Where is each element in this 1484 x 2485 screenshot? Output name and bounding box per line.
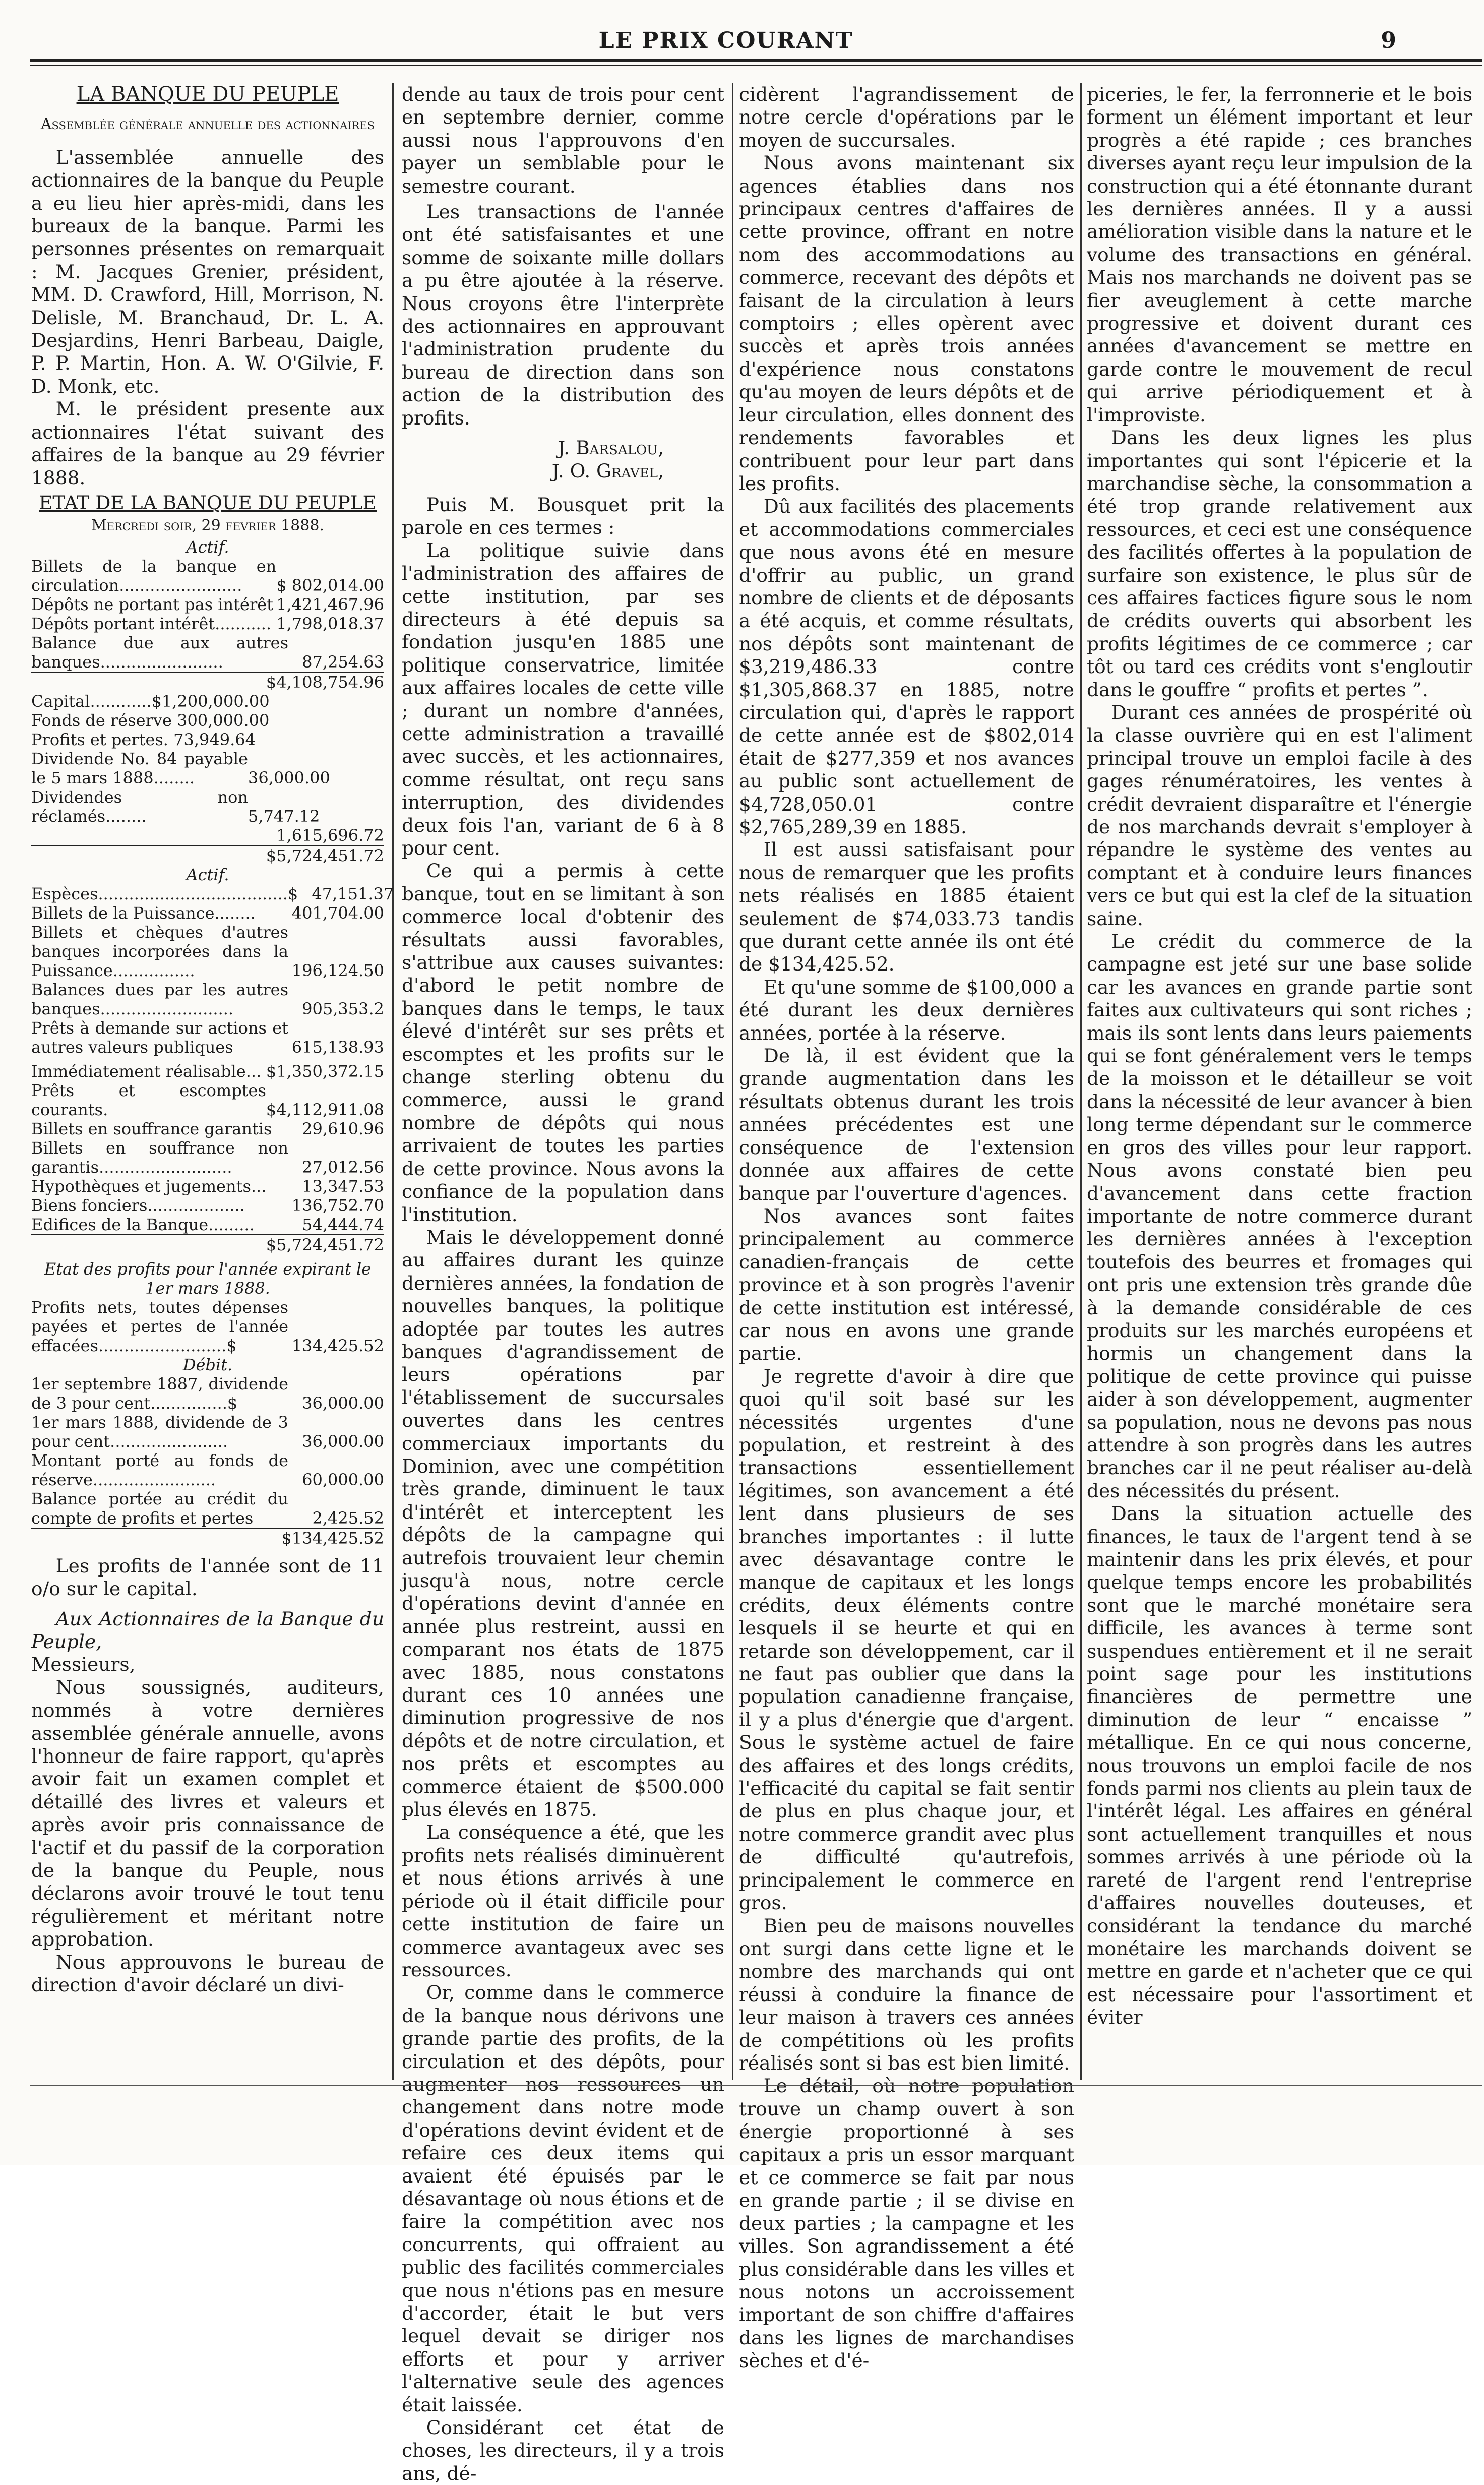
ledger-row: Dépôts ne portant pas intérêt 1,421,467.96 xyxy=(31,594,384,614)
subtotal: $4,108,754.96 xyxy=(31,672,384,692)
ledger-row: Profits et pertes. 73,949.64 xyxy=(31,730,256,749)
ledger-row: Immédiatement réalisable... $1,350,372.15 xyxy=(31,1061,384,1081)
body-paragraph: Je regrette d'avoir à dire que quoi qu'il soit basé sur les nécessités urgentes d'une population, et restreint à des transactions essentiellement légitimes, son avancement a été lent dans plusieurs de ses branches importantes : il lutte avec désavantage contre le manque de capitaux et les longs crédits, deux éléments contre lesquels il se heurte et qui en retarde son développement, car il ne faut pas oublier que dans la population canadienne française, il y a plus d'énergie que d'argent. Sous le système actuel de faire des affaires et des longs crédits, l'efficacité du capital se fait sentir de plus en plus chaque jour, et notre commerce grandit avec plus de difficulté qu'autrefois, principalement le commerce en gros. xyxy=(739,1365,1074,1914)
signature: J. O. Gravel, xyxy=(551,459,664,482)
ledger-row: Capital............$1,200,000.00 xyxy=(31,691,270,711)
ledger-row: Edifices de la Banque......... 54,444.74 xyxy=(31,1215,384,1234)
profits-statement-title: Etat des profits pour l'année expirant le 1er mars 1888. xyxy=(44,1259,372,1298)
ledger-row: Fonds de réserve 300,000.00 xyxy=(31,710,270,730)
body-paragraph: Les profits de l'année sont de 11 o/o sur le capital. xyxy=(31,1554,384,1600)
statement-title: ETAT DE LA BANQUE DU PEUPLE xyxy=(39,491,377,514)
ledger-row: 1er mars 1888, dividende de 3 pour cent....................... 36,000.00 xyxy=(31,1412,384,1451)
footer-rule xyxy=(30,2085,1482,2086)
body-paragraph: Les transactions de l'année ont été satisfaisantes et une somme de soixante mille dollars a pu être ajoutée à la réserve. Nous croyons être l'interprète des actionnaires en approuvant l'administration prudente du bureau de direction dans son action de la distribution des profits. xyxy=(402,201,724,429)
profits-statement xyxy=(31,1298,384,1548)
ledger-row: Biens fonciers................... 136,752.70 xyxy=(31,1195,384,1215)
article-subtitle: Assemblée générale annuelle des actionnaires xyxy=(40,115,375,134)
section-heading: Actif. xyxy=(186,537,229,557)
body-paragraph: La conséquence a été, que les profits nets réalisés diminuèrent et nous étions arrivés à une période où il était difficile pour cette institution de faire un commerce avantageux avec ses ressources. xyxy=(402,1821,724,1981)
statement-date: Mercredi soir, 29 fevrier 1888. xyxy=(91,517,324,535)
header-rule xyxy=(30,59,1482,62)
ledger-row: Dividendes non réclamés........ 5,747.12 xyxy=(31,787,320,826)
body-paragraph: Dans les deux lignes les plus importantes qui sont l'épicerie et la marchandise sèche, la consommation a été trop grande relativement aux ressources, et ceci est une conséquence des facilités offertes à la population de surfaire son existence, le plus sûr de ces affaires factices figure sous le nom de crédits ouverts qui absorbent les profits légitimes de ce commerce ; car tôt ou tard ces crédits vont s'engloutir dans le gouffre “ profits et pertes ”. xyxy=(1087,427,1472,701)
column-1 xyxy=(31,83,394,2075)
ledger-row: Prêts à demande sur actions et autres valeurs publiques 615,138.93 xyxy=(31,1018,384,1057)
page-number: 9 xyxy=(1381,28,1396,53)
section-heading: Actif. xyxy=(186,865,229,884)
column-divider xyxy=(392,83,394,2080)
body-paragraph: Il est aussi satisfaisant pour nous de remarquer que les profits nets réalisés en 1885 étaient seulement de $74,033.73 tandis que durant cette année ils ont été de $134,425.52. xyxy=(739,838,1074,976)
body-paragraph: Dans la situation actuelle des finances, le taux de l'argent tend à se maintenir dans les prix élevés, et pour quelque temps encore les probabilités sont que le marché monétaire sera difficile, les avances à terme sont suspendues entièrement et il ne serait point sage pour les institutions financières de permettre une diminution de leur “ encaisse ” métallique. En ce qui nous concerne, nous trouvons un emploi facile de nos fonds parmi nos clients au plein taux de l'intérêt légal. Les affaires en général sont actuellement tranquilles et nous sommes arrivés à une période où la rareté de l'argent rend l'entreprise d'affaires nouvelles douteuses, et considérant la tendance du marché monétaire les marchands doivent se mettre en garde et n'acheter que ce qui est nécessaire pour l'assortiment et éviter xyxy=(1087,1502,1472,2029)
page-header xyxy=(50,28,1401,58)
body-paragraph: cidèrent l'agrandissement de notre cercle d'opérations par le moyen de succursales. xyxy=(739,83,1074,151)
body-paragraph: Nous approuvons le bureau de direction d'avoir déclaré un divi- xyxy=(31,1951,384,1996)
ledger-row: Billets de la banque en circulation........................ $ 802,014.00 xyxy=(31,556,384,595)
column-4 xyxy=(1087,83,1472,2080)
ledger-row: Billets de la Puissance........ 401,704.00 xyxy=(31,903,384,923)
salutation: Messieurs, xyxy=(31,1653,136,1676)
body-paragraph: dende au taux de trois pour cent en septembre dernier, comme aussi nous l'approuvons d'en payer un semblable pour le semestre courant. xyxy=(402,83,724,197)
body-paragraph: Considérant cet état de choses, les directeurs, il y a trois ans, dé- xyxy=(402,2416,724,2484)
body-paragraph: piceries, le fer, la ferronnerie et le bois forment un élément important et leur progrès a été rapide ; ces branches diverses ayant reçu leur impulsion de la construction qui a été étonnante durant les dernières années. Il y a aussi amélioration visible dans la nature et le volume des transactions en général. Mais nos marchands ne doivent pas se fier aveuglement à cette marche progressive et doivent durant ces années d'avancement se mettre en garde contre le mouvement de recul qui arrive périodiquement et à l'improviste. xyxy=(1087,83,1472,426)
balance-sheet-assets xyxy=(31,884,394,1254)
intro-paragraph: M. le président presente aux actionnaires l'état suivant des affaires de la banque au 29 février 1888. xyxy=(31,398,384,489)
section-heading: Débit. xyxy=(182,1355,233,1374)
grand-total: $5,724,451.72 xyxy=(31,1234,384,1254)
ledger-row: Profits nets, toutes dépenses payées et pertes de l'année effacées.........................$ 134,425.52 xyxy=(31,1297,384,1355)
column-2 xyxy=(402,83,724,2484)
body-paragraph: Durant ces années de prospérité où la classe ouvrière qui en est l'aliment principal trouve un emploi facile à des gages rénumératoires, les ventes à crédit devraient disparaître et l'énergie de nos marchands devrait s'employer à répandre le système des ventes au comptant et à conduire leurs finances vers ce but qui est la clef de la situation saine. xyxy=(1087,701,1472,930)
page-title: LE PRIX COURANT xyxy=(598,28,853,53)
ledger-row: Dépôts portant intérêt........... 1,798,018.37 xyxy=(31,614,384,633)
ledger-row: Prêts et escomptes courants. $4,112,911.08 xyxy=(31,1080,384,1119)
column-divider xyxy=(1080,83,1082,2080)
body-paragraph: De là, il est évident que la grande augmentation dans les résultats obtenus durant les trois années précédentes est une conséquence de l'extension donnée aux affaires de cette banque par l'ouverture d'agences. xyxy=(739,1045,1074,1204)
ledger-row: Balance due aux autres banques........................ 87,254.63 xyxy=(31,633,384,672)
body-paragraph: Ce qui a permis à cette banque, tout en se limitant à son commerce local d'obtenir des résultats aussi favorables, s'attribue aux causes suivantes: d'abord le petit nombre de banques dans le temps, le taux élevé d'intérêt sur ses prêts et escomptes et les profits sur le change sterling obtenu du commerce, aussi le grand nombre de dépôts qui nous arrivaient de toutes les parties de cette province. Nous avons la confiance de la population dans l'institution. xyxy=(402,860,724,1226)
body-paragraph: Dû aux facilités des placements et accommodations commerciales que nous avons été en mesure d'offrir au public, un grand nombre de clients et de déposants a été acquis, et comme résultats, nos dépôts sont maintenant de $3,219,486.33 contre $1,305,868.37 en 1885, notre circulation qui, d'après le rapport de cette année est de $802,014 était de $277,359 et nos avances au public sont actuellement de $4,728,050.01 contre $2,765,289,39 en 1885. xyxy=(739,495,1074,838)
body-paragraph: Nous soussignés, auditeurs, nommés à votre dernières assemblée générale annuelle, avons l'honneur de faire rapport, qu'après avoir fait un examen complet et détaillé des livres et valeurs et après avoir pris connaissance de l'actif et du passif de la corporation de la banque du Peuple, nous déclarons avoir trouvé le tout tenu régulièrement et méritant notre approbation. xyxy=(31,1676,384,1951)
body-paragraph: Nos avances sont faites principalement au commerce canadien-français de cette province et à son progrès l'avenir de cette institution est intéressé, car nous en avons une grande partie. xyxy=(739,1204,1074,1365)
article-title: LA BANQUE DU PEUPLE xyxy=(76,83,339,106)
ledger-row: Billets en souffrance non garantis.......................... 27,012.56 xyxy=(31,1138,384,1177)
subtotal: 1,615,696.72 xyxy=(276,825,384,845)
ledger-row: Espèces.....................................$ 47,151.37 xyxy=(31,884,394,903)
ledger-row: Billets en souffrance garantis 29,610.96 xyxy=(31,1119,384,1138)
ledger-row: Billets et chèques d'autres banques incorporées dans la Puissance................ 196,124.50 xyxy=(31,922,384,980)
body-paragraph: Mais le développement donné au affaires durant les quinze dernières années, la fondation de nouvelles banques, la politique adoptée par toutes les autres banques d'agrandissement de leurs opérations par l'établissement de succursales ouvertes dans les centres commerciaux importants du Dominion, avec une compétition très grande, diminuent le taux d'intérêt et interceptent les dépôts de la campagne qui autrefois trouvaient leur chemin jusqu'à nous, notre cercle d'opérations devint d'année en année plus restreint, aussi en comparant nos états de 1875 avec 1885, nous constatons durant ces 10 années une diminution progressive de nos dépôts et de notre circulation, et nos prêts et escomptes au commerce étaient de $500.000 plus élevés en 1875. xyxy=(402,1226,724,1821)
body-paragraph: Or, comme dans le commerce de la banque nous dérivons une grande partie des profits, de la circulation et des dépôts, pour augmenter nos ressources un changement dans notre mode d'opérations devint évident et de refaire ces deux items qui avaient été épuisés par le désavantage où nous étions et de faire la compétition avec nos concurrents, qui offraient au public des facilités commerciales que nous n'étions pas en mesure d'accorder, était le but vers lequel devait se diriger nos efforts et pour y arriver l'alternative seule des agences était laissée. xyxy=(402,1981,724,2416)
intro-paragraph: L'assemblée annuelle des actionnaires de la banque du Peuple a eu lieu hier après-midi, dans les bureaux de la banque. Parmi les personnes présentes on remarquait : M. Jacques Grenier, président, MM. D. Crawford, Hill, Morrison, N. Delisle, M. Branchaud, Dr. L. A. Desjardins, Henri Barbeau, Daigle, P. P. Martin, Hon. A. W. O'Gilvie, F. D. Monk, etc. xyxy=(31,146,384,397)
signature: J. Barsalou, xyxy=(558,437,664,459)
salutation: Aux Actionnaires de la Banque du Peuple, xyxy=(31,1607,384,1653)
ledger-row: Montant porté au fonds de réserve........................ 60,000.00 xyxy=(31,1450,384,1489)
body-paragraph: La politique suivie dans l'administration des affaires de cette institution, par ses directeurs à été depuis sa fondation jusqu'en 1885 une politique conservatrice, limitée aux affaires locales de cette ville ; durant un nombre d'années, cette administration a travaillé avec succès, et les actionnaires, comme résultat, ont reçu sans interruption, des dividendes deux fois l'an, variant de 6 à 8 pour cent. xyxy=(402,539,724,859)
body-paragraph: Et qu'une somme de $100,000 a été durant les deux dernières années, portée à la réserve. xyxy=(739,976,1074,1044)
column-divider xyxy=(732,83,733,2080)
body-paragraph: Nous avons maintenant six agences établies dans nos principaux centres d'affaires de cette province, offrant en notre nom des accommodations au commerce, recevant des dépôts et faisant de la circulation à leurs comptoirs ; elles opèrent avec succès et après trois années d'expérience nous constatons qu'au moyen de leurs dépôts et de leur circulation, elles donnent des rendements favorables et contribuent pour leur part dans les profits. xyxy=(739,152,1074,495)
column-3 xyxy=(739,83,1074,2372)
grand-total: $5,724,451.72 xyxy=(31,845,384,865)
header-rule-thin xyxy=(30,65,1482,66)
ledger-row: Balances dues par les autres banques.......................... 905,353.2 xyxy=(31,980,384,1018)
body-paragraph: Le détail, où notre population trouve un champ ouvert à son énergie proportionné à ses capitaux a pris un essor marquant et ce commerce se fait par nous en grande partie ; il se divise en deux parties ; la campagne et les villes. Son agrandissement a été plus considérable dans les villes et nous notons un accroissement important de son chiffre d'affaires dans les lignes de marchandises sèches et d'é- xyxy=(739,2075,1074,2372)
ledger-row: Hypothèques et jugements... 13,347.53 xyxy=(31,1176,384,1196)
body-paragraph: Le crédit du commerce de la campagne est jeté sur une base solide car les avances en grande partie sont faites aux cultivateurs qui sont riches ; mais ils sont lents dans leurs paiements qui se font généralement vers le temps de la moisson et le détailleur se voit dans la nécessité de leur avancer à bien long terme dépendant sur le commerce en gros des villes pour leur rapport. Nous avons constaté bien peu d'avancement dans cette fraction importante de notre commerce durant les dernières années à l'exception toutefois des beurres et fromages qui ont pris une extension très grande dûe à la demande considérable de ces produits sur les marchés européens et hormis un changement dans la politique de cette province qui puisse aider à son développement, augmenter sa population, nous ne devons pas nous attendre à son progrès dans les autres branches car il ne peut réaliser au-delà des nécessités du présent. xyxy=(1087,930,1472,1502)
ledger-row: Dividende No. 84 payable le 5 mars 1888........ 36,000.00 xyxy=(31,749,330,787)
grand-total: $134,425.52 xyxy=(31,1528,384,1548)
ledger-row: 1er septembre 1887, dividende de 3 pour cent...............$ 36,000.00 xyxy=(31,1374,384,1413)
ledger-row: Balance portée au crédit du compte de profits et pertes 2,425.52 xyxy=(31,1489,384,1528)
body-paragraph: Puis M. Bousquet prit la parole en ces termes : xyxy=(402,493,724,539)
balance-sheet-liabilities xyxy=(31,557,384,865)
body-paragraph: Bien peu de maisons nouvelles ont surgi dans cette ligne et le nombre des marchands qui ont réussi à conduire la finance de leur maison à travers ces années de compétitions où les profits réalisés sont si bas est bien limité. xyxy=(739,1914,1074,2074)
